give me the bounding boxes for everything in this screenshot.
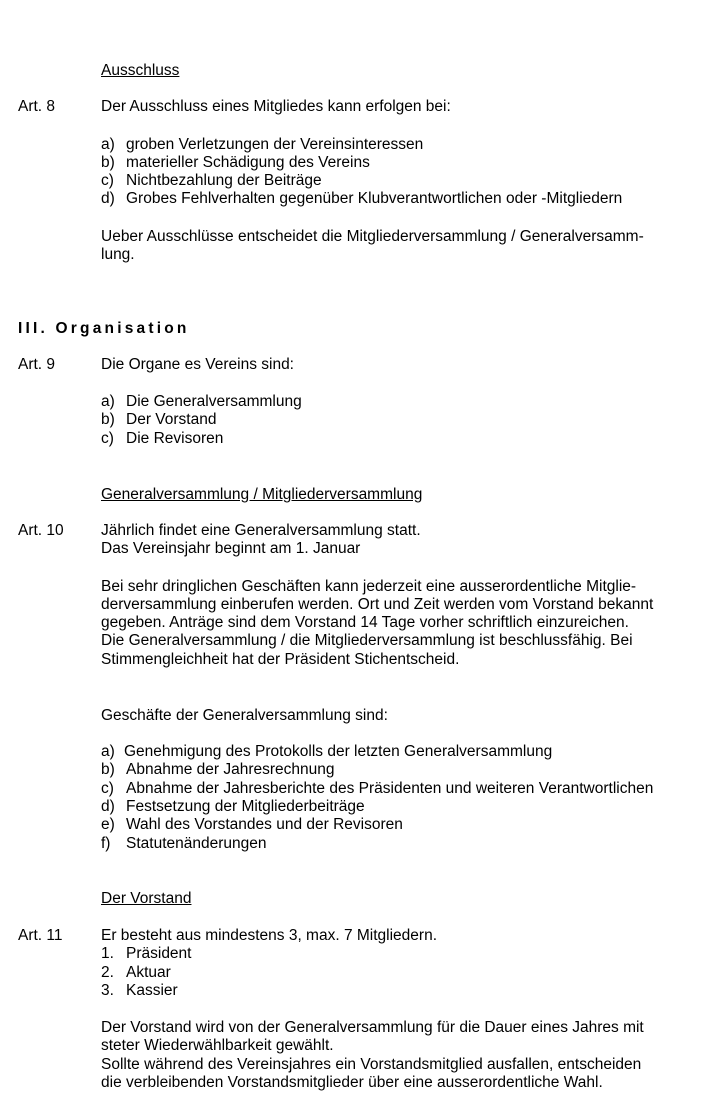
list-item bbox=[101, 982, 178, 1000]
paragraph-line: steter Wiederwählbarkeit gewählt. bbox=[101, 1037, 334, 1054]
article-label: Art. 10 bbox=[18, 522, 64, 539]
paragraph-line: Der Vorstand wird von der Generalversammlung für die Dauer eines Jahres mit bbox=[101, 1019, 644, 1036]
list-item bbox=[101, 964, 171, 982]
list-marker: d) bbox=[101, 798, 115, 815]
list-text: Die Generalversammlung bbox=[126, 393, 302, 410]
list-marker: a) bbox=[101, 393, 115, 410]
article-text: Er besteht aus mindestens 3, max. 7 Mitgliedern. bbox=[101, 927, 437, 944]
list-item bbox=[101, 411, 216, 429]
list-item bbox=[101, 190, 622, 208]
paragraph-line: Geschäfte der Generalversammlung sind: bbox=[101, 707, 388, 724]
list-marker: b) bbox=[101, 154, 115, 171]
list-text: Genehmigung des Protokolls der letzten Generalversammlung bbox=[124, 743, 553, 760]
list-item bbox=[101, 743, 552, 761]
chapter-heading bbox=[18, 320, 190, 338]
list-marker: 1. bbox=[101, 945, 114, 962]
article-text: Jährlich findet eine Generalversammlung statt. bbox=[101, 522, 421, 539]
list-text: Die Revisoren bbox=[126, 430, 224, 447]
list-marker: d) bbox=[101, 190, 115, 207]
list-text: Wahl des Vorstandes und der Revisoren bbox=[126, 816, 403, 833]
paragraph-line: derversammlung einberufen werden. Ort und Zeit werden vom Vorstand bekannt bbox=[101, 596, 654, 613]
list-item bbox=[101, 835, 266, 853]
list-item bbox=[101, 945, 191, 963]
list-text: Kassier bbox=[126, 982, 178, 999]
list-text: Festsetzung der Mitgliederbeiträge bbox=[126, 798, 365, 815]
paragraph-line: Ueber Ausschlüsse entscheidet die Mitgliederversammlung / Generalversamm- bbox=[101, 228, 644, 245]
article-label: Art. 9 bbox=[18, 356, 56, 373]
paragraph-line: Sollte während des Vereinsjahres ein Vorstandsmitglied ausfallen, entscheiden bbox=[101, 1056, 642, 1073]
list-marker: 3. bbox=[101, 982, 114, 999]
list-item bbox=[101, 154, 370, 172]
section-heading-vorstand: Der Vorstand bbox=[101, 890, 192, 907]
list-item bbox=[101, 780, 653, 798]
list-marker: c) bbox=[101, 172, 114, 189]
list-marker: b) bbox=[101, 411, 115, 428]
article-text: Der Ausschluss eines Mitgliedes kann erfolgen bei: bbox=[101, 98, 451, 115]
list-text: groben Verletzungen der Vereinsinteressen bbox=[126, 136, 424, 153]
section-heading-ausschluss: Ausschluss bbox=[101, 62, 180, 79]
list-text: Der Vorstand bbox=[126, 411, 217, 428]
section-heading-generalversammlung: Generalversammlung / Mitgliederversammlung bbox=[101, 486, 423, 503]
list-marker: b) bbox=[101, 761, 115, 778]
article-label: Art. 11 bbox=[18, 927, 63, 944]
paragraph-line: Die Generalversammlung / die Mitgliederversammlung ist beschlussfähig. Bei bbox=[101, 632, 633, 649]
chapter-title: Organisation bbox=[55, 320, 190, 337]
list-text: materieller Schädigung des Vereins bbox=[126, 154, 370, 171]
list-marker: a) bbox=[101, 136, 115, 153]
list-marker: e) bbox=[101, 816, 115, 833]
list-item bbox=[101, 430, 223, 448]
list-text: Abnahme der Jahresberichte des Präsidenten und weiteren Verantwortlichen bbox=[126, 780, 654, 797]
list-text: Abnahme der Jahresrechnung bbox=[126, 761, 335, 778]
list-item bbox=[101, 172, 322, 190]
list-marker: f) bbox=[101, 835, 111, 852]
article-text: Die Organe es Vereins sind: bbox=[101, 356, 294, 373]
paragraph-line: Bei sehr dringlichen Geschäften kann jederzeit eine ausserordentliche Mitglie- bbox=[101, 578, 637, 595]
list-item bbox=[101, 816, 403, 834]
paragraph-line: lung. bbox=[101, 246, 135, 263]
list-marker: c) bbox=[101, 780, 114, 797]
list-item bbox=[101, 798, 365, 816]
list-item bbox=[101, 393, 302, 411]
paragraph-line: gegeben. Anträge sind dem Vorstand 14 Tage vorher schriftlich einzureichen. bbox=[101, 614, 629, 631]
list-text: Präsident bbox=[126, 945, 192, 962]
list-text: Grobes Fehlverhalten gegenüber Klubverantwortlichen oder -Mitgliedern bbox=[126, 190, 623, 207]
list-marker: 2. bbox=[101, 964, 114, 981]
paragraph-line: die verbleibenden Vorstandsmitglieder über eine ausserordentliche Wahl. bbox=[101, 1074, 603, 1091]
list-marker: c) bbox=[101, 430, 114, 447]
article-text: Das Vereinsjahr beginnt am 1. Januar bbox=[101, 540, 361, 557]
list-text: Aktuar bbox=[126, 964, 171, 981]
list-text: Nichtbezahlung der Beiträge bbox=[126, 172, 322, 189]
list-item bbox=[101, 136, 423, 154]
chapter-number: III. bbox=[18, 320, 49, 337]
list-text: Statutenänderungen bbox=[126, 835, 267, 852]
list-marker: a) bbox=[101, 743, 115, 760]
list-item bbox=[101, 761, 335, 779]
article-label: Art. 8 bbox=[18, 98, 56, 115]
paragraph-line: Stimmengleichheit hat der Präsident Stichentscheid. bbox=[101, 651, 460, 668]
